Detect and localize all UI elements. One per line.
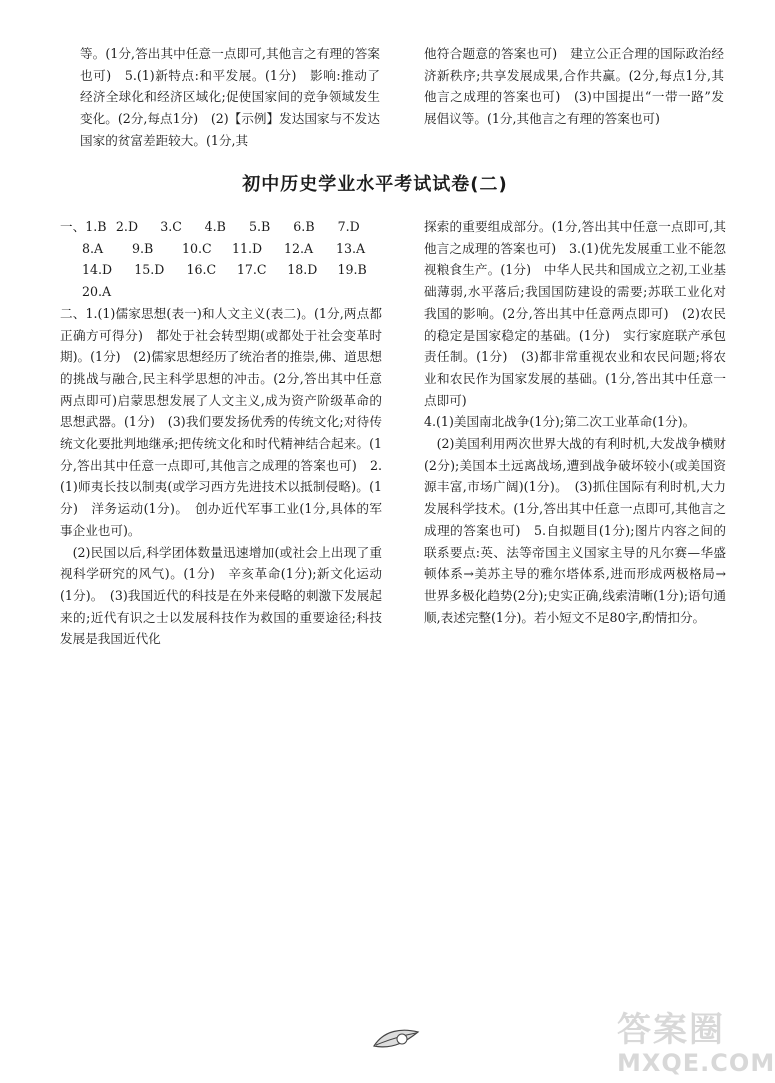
mc-answer: 5.B	[248, 219, 271, 234]
mc-answer: 3.C	[160, 219, 182, 234]
mc-answer: 9.B	[132, 240, 154, 256]
mc-row	[60, 259, 382, 281]
mc-answer: 6.B	[293, 219, 315, 234]
mc-answer: 20.A	[82, 284, 112, 300]
multiple-choice-answers	[60, 216, 382, 303]
watermark-url: MXQE.COM	[617, 1049, 775, 1077]
page-title: 初中历史学业水平考试试卷(二)	[242, 174, 508, 195]
mc-answer: 12.A	[284, 240, 314, 256]
mc-answer: 15.D	[134, 262, 165, 278]
mc-answer: 10.C	[182, 240, 212, 256]
paragraph: 等。(1分,答出其中任意一点即可,其他言之有理的答案也可) 5.(1)新特点:和平发展。(1分) 影响:推动了经济全球化和经济区域化;促使国家间的竞争领域发生变化。(2分,每点1分) (2)【示例】发达国家与不发达国家的贫富差距较大。(1分,其	[80, 46, 380, 148]
mc-answer: 2.D	[115, 219, 139, 234]
mc-answer: 一、1.B	[60, 219, 107, 234]
watermark-line: 答案圈	[617, 1010, 725, 1050]
top-right-continuation	[424, 43, 724, 130]
left-column	[60, 216, 382, 650]
mc-answer: 19.B	[337, 262, 367, 278]
mc-answer: 8.A	[82, 240, 104, 256]
mc-answer: 11.D	[232, 240, 263, 256]
paragraph: 他符合题意的答案也可) 建立公正合理的国际政治经济新秩序;共享发展成果,合作共赢。(2分,每点1分,其他言之成理的答案也可) (3)中国提出“一带一路”发展倡议等。(1分,其他言之有理的答案也可)	[424, 46, 724, 127]
mc-answer: 13.A	[336, 240, 366, 256]
paragraph: (2)民国以后,科学团体数量迅速增加(或社会上出现了重视科学研究的风气)。(1分) 辛亥革命(1分);新文化运动(1分)。 (3)我国近代的科技是在外来侵略的刺激下发展起来的;近代有识之士以发展科技作为救国的重要途径;科技发展是我国近代化	[60, 544, 382, 647]
leaf-ornament-icon	[372, 1026, 420, 1056]
mc-answer: 7.D	[337, 219, 360, 234]
mc-answer: 16.C	[186, 262, 217, 278]
top-left-continuation	[80, 43, 380, 152]
watermark	[617, 1010, 775, 1078]
paragraph: 探索的重要组成部分。(1分,答出其中任意一点即可,其他言之成理的答案也可) 3.(1)优先发展重工业不能忽视粮食生产。(1分) 中华人民共和国成立之初,工业基础薄弱,水平落后;我国国防建设的需要;苏联工业化对我国的影响。(2分,答出其中任意两点即可) (2)农民的稳定是国家稳定的基础。(1分) 实行家庭联产承包责任制。(1分) (3)都非常重视农业和农民问题;将农业和农民作为国家发展的基础。(1分,答出其中任意一点即可)	[424, 219, 726, 408]
mc-answer: 14.D	[82, 262, 113, 278]
mc-answer: 18.D	[287, 262, 318, 278]
mc-row	[60, 281, 382, 303]
paragraph: (2)美国利用两次世界大战的有利时机,大发战争横财(2分);美国本土远离战场,遭到战争破坏较小(或美国资源丰富,市场广阔)(1分)。 (3)抓住国际有利时机,大力发展科学技术。(1分,答出其中任意一点即可,其他言之成理的答案也可) 5.自拟题目(1分);图片内容之间的联系要点:英、法等帝国主义国家主导的凡尔赛—华盛顿体系→美苏主导的雅尔塔体系,进而形成两极格局→世界多极化趋势(2分);史实正确,线索清晰(1分);语句通顺,表述完整(1分)。若小短文不足80字,酌情扣分。	[424, 436, 726, 625]
mc-answer: 17.C	[236, 262, 267, 278]
right-column	[424, 216, 726, 628]
paragraph: 二、1.(1)儒家思想(表一)和人文主义(表二)。(1分,两点都正确方可得分) 都处于社会转型期(或都处于社会变革时期)。(1分) (2)儒家思想经历了统治者的推崇,佛、道思想的挑战与融合,民主科学思想的冲击。(2分,答出其中任意两点即可)启蒙思想发展了人文主义,成为资产阶级革命的思想武器。(1分) (3)我们要发扬优秀的传统文化;对待传统文化要批判地继承;把传统文化和时代精神结合起来。(1分,答出其中任意一点即可,其他言之成理的答案也可) 2.(1)师夷长技以制夷(或学习西方先进技术以抵制侵略)。(1分) 洋务运动(1分)。 创办近代军事工业(1分,具体的军事企业也可)。	[60, 305, 382, 538]
mc-answer: 4.B	[204, 219, 226, 234]
mc-row	[60, 238, 382, 260]
mc-row	[60, 216, 382, 238]
paragraph: 4.(1)美国南北战争(1分);第二次工业革命(1分)。	[424, 414, 696, 430]
